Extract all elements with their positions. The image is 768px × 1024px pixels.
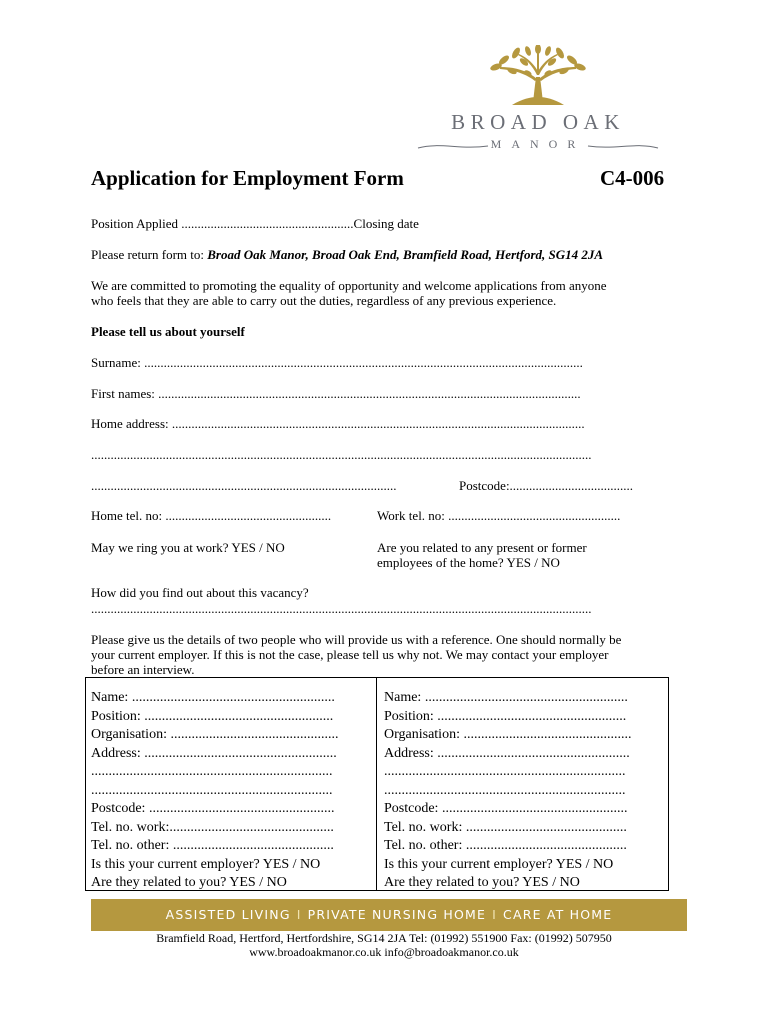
ring-at-work-question[interactable]: May we ring you at work? YES / NO (91, 540, 285, 555)
about-heading: Please tell us about yourself (91, 324, 245, 339)
ref1-name-field[interactable]: Name: .......................................................... (91, 690, 335, 705)
ref1-address-line-3[interactable]: ..................................................................... (91, 782, 333, 798)
ref1-address-line-2[interactable]: ..................................................................... (91, 764, 333, 779)
ref2-organisation-field[interactable]: Organisation: ................................................ (384, 727, 632, 742)
banner-private-nursing-home: PRIVATE NURSING HOME (307, 907, 487, 922)
home-address-line-3[interactable]: .............................................................................................. (91, 478, 397, 493)
ref2-related-question[interactable]: Are they related to you? YES / NO (384, 875, 580, 890)
ref2-name-field[interactable]: Name: .......................................................... (384, 690, 628, 705)
brand-name-bottom: MANOR (490, 137, 586, 151)
reference-2 (384, 689, 631, 893)
ref1-tel-other-field[interactable]: Tel. no. other: .............................................. (91, 838, 334, 853)
position-applied-label: Position Applied (91, 216, 179, 231)
return-address-row (91, 247, 603, 262)
surname-field[interactable]: Surname: ....................................................................................................................................... (91, 355, 583, 370)
broad-oak-manor-logo (400, 45, 676, 165)
brand-name-top: BROAD OAK (451, 110, 625, 134)
footer-address: Bramfield Road, Hertford, Hertfordshire, SG14 2JA Tel: (01992) 551900 Fax: (01992) 507950 (156, 931, 612, 945)
references-table-divider (376, 677, 377, 891)
banner-separator: I (492, 907, 498, 922)
form-title: Application for Employment Form (91, 166, 404, 190)
references-intro-1: Please give us the details of two people who will provide us with a reference. One should normally be (91, 632, 622, 647)
services-banner (91, 899, 687, 931)
vacancy-question: How did you find out about this vacancy? (91, 585, 309, 600)
return-label: Please return form to: (91, 247, 208, 262)
postcode-field[interactable]: Postcode:...................................... (459, 478, 634, 493)
home-address-line-2[interactable]: .......................................................................................................................................................... (91, 447, 592, 462)
ref1-related-question[interactable]: Are they related to you? YES / NO (91, 875, 287, 890)
ref1-tel-work-field[interactable]: Tel. no. work:............................................... (91, 819, 334, 835)
ref2-address-field[interactable]: Address: ....................................................... (384, 745, 630, 761)
ref2-tel-other-field[interactable]: Tel. no. other: .............................................. (384, 838, 627, 853)
closing-date-label: Closing date (353, 216, 419, 231)
footer-contact[interactable]: www.broadoakmanor.co.uk info@broadoakmanor.co.uk (249, 945, 519, 959)
first-names-field[interactable]: First names: .................................................................................................................................. (91, 386, 581, 401)
banner-assisted-living: ASSISTED LIVING (165, 907, 291, 922)
ref2-address-line-2[interactable]: ..................................................................... (384, 764, 626, 779)
references-intro-3: before an interview. (91, 662, 195, 677)
intro-line-1: We are committed to promoting the equality of opportunity and welcome applications from anyone (91, 278, 607, 293)
banner-separator: I (296, 907, 302, 922)
ref1-position-field[interactable]: Position: ...................................................... (91, 708, 334, 724)
ref2-current-employer-question[interactable]: Is this your current employer? YES / NO (384, 856, 614, 872)
banner-care-at-home: CARE AT HOME (503, 907, 613, 922)
reference-1 (91, 689, 338, 893)
oak-tree-icon (400, 45, 676, 109)
ref1-current-employer-question[interactable]: Is this your current employer? YES / NO (91, 856, 321, 872)
ref2-address-line-3[interactable]: ..................................................................... (384, 782, 626, 798)
vacancy-answer-field[interactable]: .......................................................................................................................................................... (91, 601, 592, 616)
return-address: Broad Oak Manor, Broad Oak End, Bramfield Road, Hertford, SG14 2JA (207, 247, 604, 262)
intro-line-2: who feels that they are able to carry out the duties, regardless of any previous experience. (91, 293, 557, 308)
form-code: C4-006 (600, 166, 665, 190)
home-tel-field[interactable]: Home tel. no: ................................................... (91, 508, 332, 523)
ref1-organisation-field[interactable]: Organisation: ................................................ (91, 727, 339, 742)
related-question-line-1: Are you related to any present or former (377, 540, 587, 555)
references-intro-2: your current employer. If this is not the case, please tell us why not. We may contact your employer (91, 647, 609, 662)
related-question-line-2[interactable]: employees of the home? YES / NO (377, 555, 560, 570)
work-tel-field[interactable]: Work tel. no: ..................................................... (377, 508, 621, 523)
home-address-field[interactable]: Home address: ............................................................................................................................... (91, 416, 585, 431)
ref2-postcode-field[interactable]: Postcode: ..................................................... (384, 801, 628, 816)
ref2-tel-work-field[interactable]: Tel. no. work: .............................................. (384, 819, 627, 835)
ref1-address-field[interactable]: Address: ....................................................... (91, 745, 337, 761)
ref2-position-field[interactable]: Position: ...................................................... (384, 708, 627, 724)
position-applied-field[interactable]: ..................................................... (181, 216, 354, 231)
ref1-postcode-field[interactable]: Postcode: ..................................................... (91, 801, 335, 816)
position-applied-row[interactable] (91, 216, 419, 231)
